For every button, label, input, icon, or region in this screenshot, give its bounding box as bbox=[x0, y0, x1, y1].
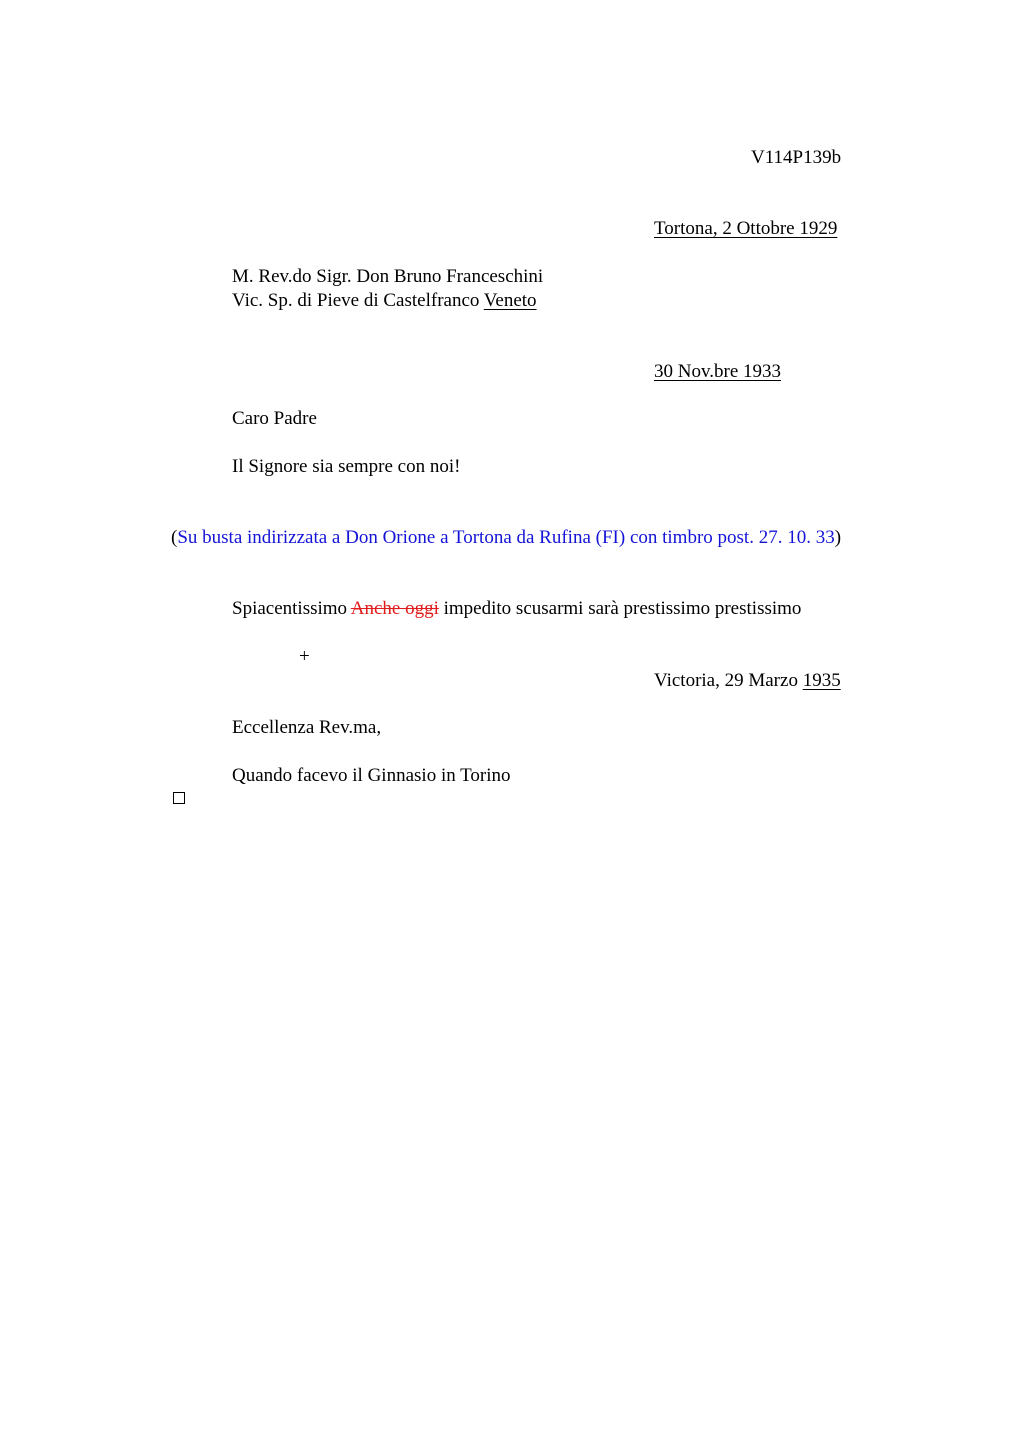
recipient-line-2-prefix: Vic. Sp. di Pieve di Castelfranco bbox=[232, 290, 484, 311]
recipient-line-1: M. Rev.do Sigr. Don Bruno Franceschini bbox=[232, 266, 544, 287]
reference-code: V114P139b bbox=[751, 147, 842, 168]
telegram-after: impedito scusarmi sarà prestissimo prestissimo bbox=[438, 598, 802, 619]
cross-mark: + bbox=[299, 646, 310, 667]
salutation-caro-padre: Caro Padre bbox=[232, 408, 317, 429]
empty-square-icon bbox=[173, 792, 185, 804]
recipient-line-2 bbox=[232, 289, 537, 313]
envelope-note-close-paren: ) bbox=[834, 527, 842, 548]
recipient-city-underlined: Veneto bbox=[483, 290, 537, 311]
date-1935-prefix: Victoria, 29 Marzo bbox=[654, 670, 803, 691]
letter-date-1933: 30 Nov.bre 1933 bbox=[654, 361, 781, 382]
date-1935-year: 1935 bbox=[802, 670, 841, 691]
envelope-note-open-paren: ( bbox=[171, 527, 178, 548]
letter-date-1929: Tortona, 2 Ottobre 1929 bbox=[654, 218, 838, 239]
greeting-line: Il Signore sia sempre con noi! bbox=[232, 456, 461, 477]
letter-date-1935 bbox=[654, 669, 841, 693]
envelope-note-text: Su busta indirizzata a Don Orione a Tortona da Rufina (FI) con timbro post. 27. 10. 33 bbox=[177, 527, 835, 548]
telegram-text bbox=[232, 597, 801, 621]
body-start-line: Quando facevo il Ginnasio in Torino bbox=[232, 765, 511, 786]
envelope-note bbox=[171, 526, 841, 550]
salutation-eccellenza: Eccellenza Rev.ma, bbox=[232, 717, 382, 738]
telegram-before: Spiacentissimo bbox=[232, 598, 351, 619]
telegram-struck-text: Anche oggi bbox=[350, 598, 439, 619]
